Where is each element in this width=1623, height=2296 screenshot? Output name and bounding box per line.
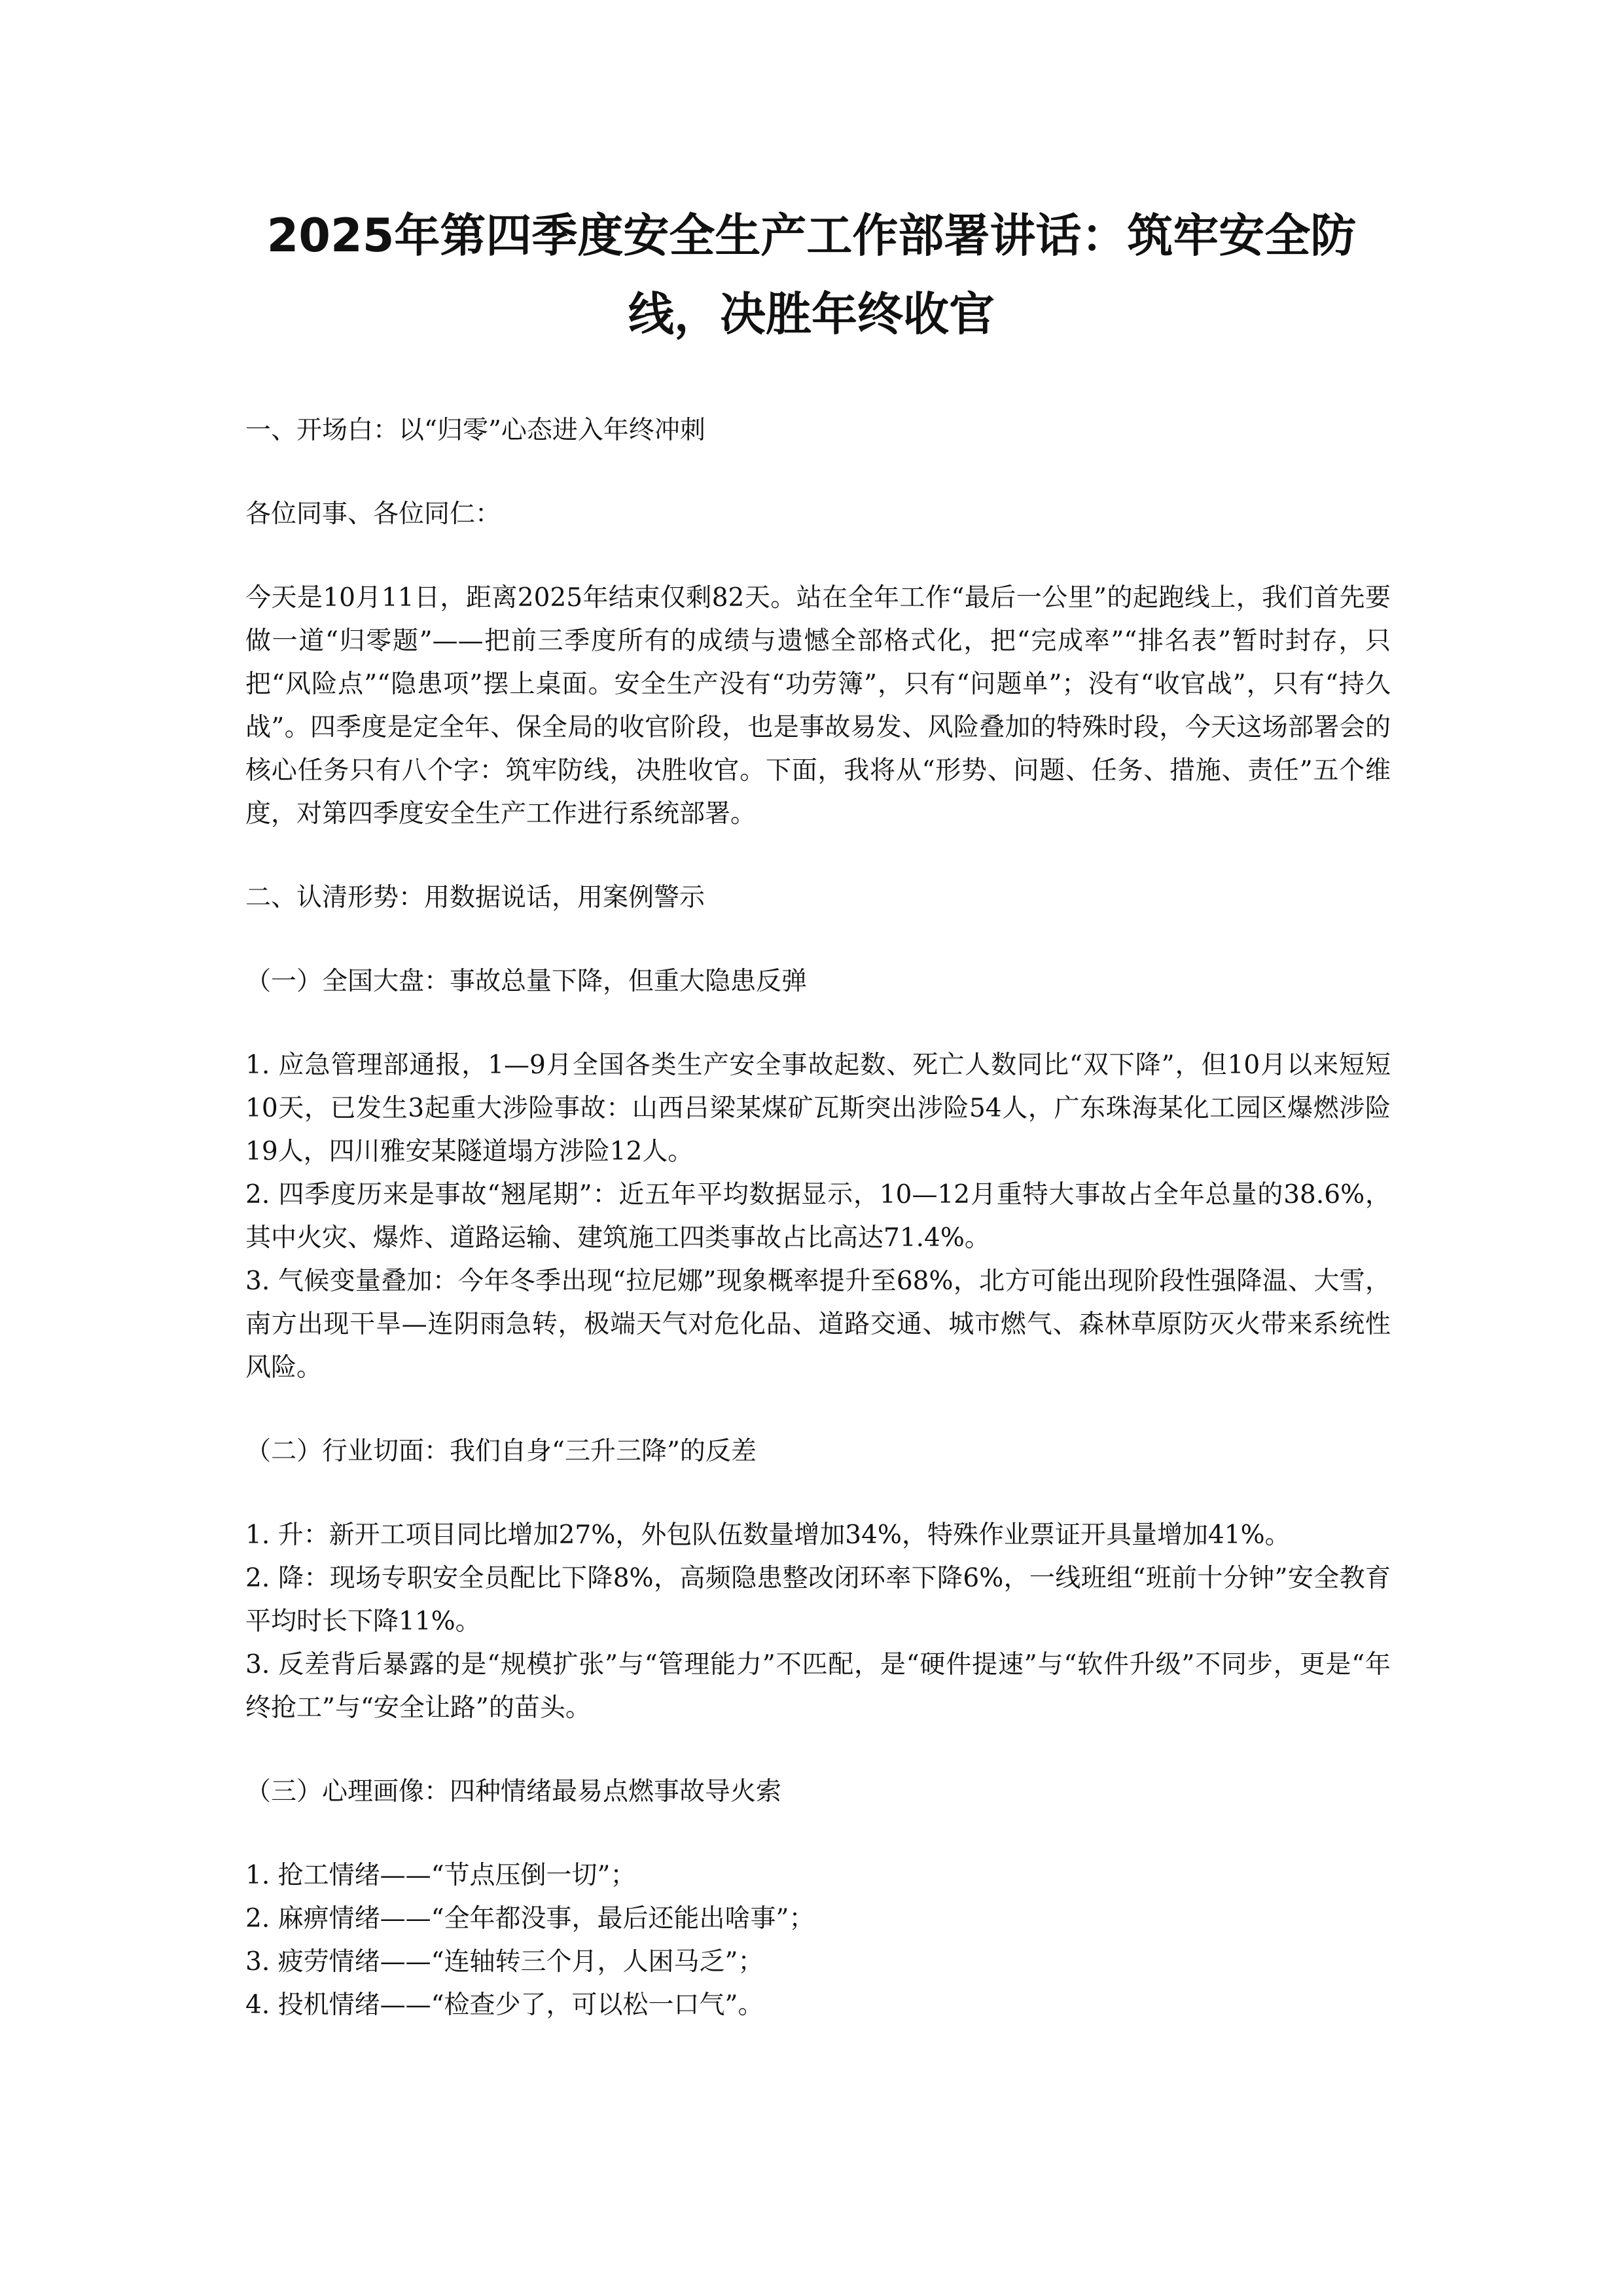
situation-heading: 二、认清形势：用数据说话，用案例警示 <box>245 883 705 912</box>
opening-heading: 一、开场白：以“归零”心态进入年终冲刺 <box>245 416 705 445</box>
list-item: 2. 四季度历来是事故“翘尾期”：近五年平均数据显示，10—12月重特大事故占全年总量的38.6%，其中火灾、爆炸、道路运输、建筑施工四类事故占比高达71.4%。 <box>245 1180 1391 1253</box>
national-heading: （一）全国大盘：事故总量下降，但重大隐患反弹 <box>245 967 808 996</box>
opening-paragraph: 今天是10月11日，距离2025年结束仅剩82天。站在全年工作“最后一公里”的起跑线上，我们首先要做一道“归零题”——把前三季度所有的成绩与遗憾全部格式化，把“完成率”“排名表”暂时封存，只把“风险点”“隐患项”摆上桌面。安全生产没有“功劳簿”，只有“问题单”；没有“收官战”，只有“持久战”。四季度是定全年、保全局的收官阶段，也是事故易发、风险叠加的特殊时段，今天这场部署会的核心任务只有八个字：筑牢防线，决胜收官。下面，我将从“形势、问题、任务、措施、责任”五个维度，对第四季度安全生产工作进行系统部署。 <box>245 583 1391 829</box>
industry-heading: （二）行业切面：我们自身“三升三降”的反差 <box>245 1437 757 1466</box>
list-item: 1. 升：新开工项目同比增加27%，外包队伍数量增加34%，特殊作业票证开具量增加41%。 <box>245 1520 1291 1550</box>
national-list <box>245 1044 1391 1390</box>
industry-list <box>245 1514 1391 1730</box>
list-item: 3. 疲劳情绪——“连轴转三个月，人困马乏”； <box>245 1947 764 1977</box>
greeting: 各位同事、各位同仁： <box>245 499 501 529</box>
psychology-list <box>245 1854 1391 2027</box>
list-item: 3. 气候变量叠加：今年冬季出现“拉尼娜”现象概率提升至68%，北方可能出现阶段性强降温、大雪，南方出现干旱—连阴雨急转，极端天气对危化品、道路交通、城市燃气、森林草原防灭火带来系统性风险。 <box>245 1266 1391 1382</box>
psychology-heading: （三）心理画像：四种情绪最易点燃事故导火索 <box>245 1777 782 1806</box>
list-item: 1. 应急管理部通报，1—9月全国各类生产安全事故起数、死亡人数同比“双下降”，但10月以来短短10天，已发生3起重大涉险事故：山西吕梁某煤矿瓦斯突出涉险54人，广东珠海某化工园区爆燃涉险19人，四川雅安某隧道塌方涉险12人。 <box>245 1050 1391 1166</box>
list-item: 2. 麻痹情绪——“全年都没事，最后还能出啥事”； <box>245 1904 815 1933</box>
list-item: 2. 降：现场专职安全员配比下降8%，高频隐患整改闭环率下降6%，一线班组“班前十分钟”安全教育平均时长下降11%。 <box>245 1564 1391 1636</box>
list-item: 3. 反差背后暴露的是“规模扩张”与“管理能力”不匹配，是“硬件提速”与“软件升级”不同步，更是“年终抢工”与“安全让路”的苗头。 <box>245 1650 1391 1723</box>
list-item: 1. 抢工情绪——“节点压倒一切”； <box>245 1861 636 1890</box>
list-item: 4. 投机情绪——“检查少了，可以松一口气”。 <box>245 1990 764 2020</box>
document-title: 2025年第四季度安全生产工作部署讲话：筑牢安全防线，决胜年终收官 <box>266 209 1357 341</box>
document-body <box>245 409 1391 2027</box>
